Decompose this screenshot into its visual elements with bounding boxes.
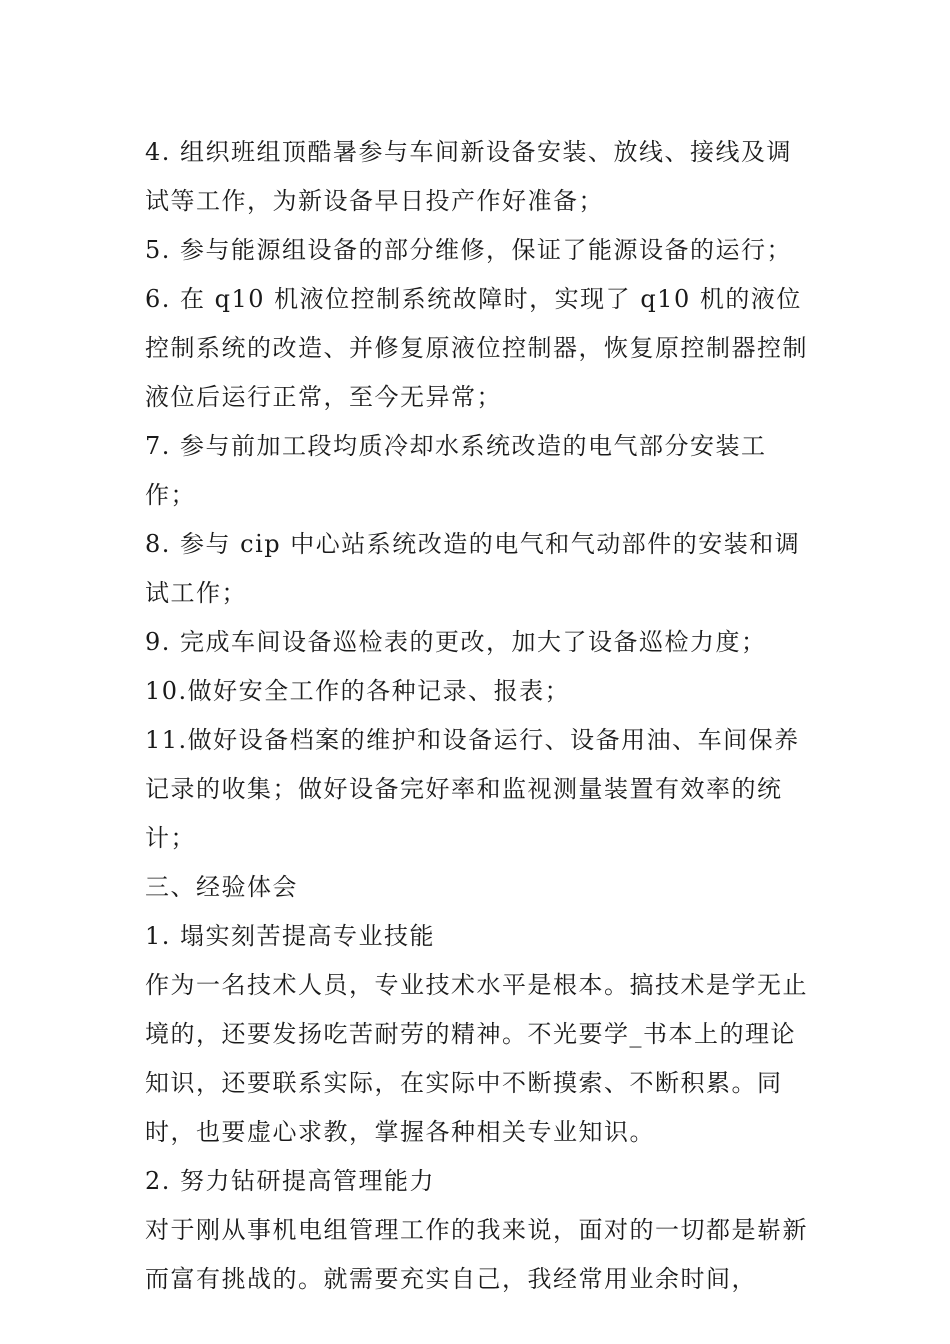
subheading-2: 2. 努力钻研提高管理能力 <box>145 1167 436 1195</box>
list-item-7: 7. 参与前加工段均质冷却水系统改造的电气部分安装工作； <box>145 432 767 509</box>
list-item-9: 9. 完成车间设备巡检表的更改，加大了设备巡检力度； <box>145 628 767 656</box>
list-item-11: 11.做好设备档案的维护和设备运行、设备用油、车间保养记录的收集；做好设备完好率和监视测量装置有效率的统计； <box>145 726 800 852</box>
list-item-5: 5. 参与能源组设备的部分维修，保证了能源设备的运行； <box>145 236 793 264</box>
document-body <box>145 128 810 1304</box>
list-item-6: 6. 在 q10 机液位控制系统故障时，实现了 q10 机的液位控制系统的改造、并修复原液位控制器，恢复原控制器控制液位后运行正常，至今无异常； <box>145 285 808 411</box>
list-item-10: 10.做好安全工作的各种记录、报表； <box>145 677 571 705</box>
section-heading: 三、经验体会 <box>145 873 298 901</box>
list-item-8: 8. 参与 cip 中心站系统改造的电气和气动部件的安装和调试工作； <box>145 530 801 607</box>
body-paragraph-1: 作为一名技术人员，专业技术水平是根本。搞技术是学无止境的，还要发扬吃苦耐劳的精神。不光要学_书本上的理论知识，还要联系实际，在实际中不断摸索、不断积累。同时，也要虚心求教，掌握各种相关专业知识。 <box>145 971 808 1146</box>
list-item-4: 4. 组织班组顶酷暑参与车间新设备安装、放线、接线及调试等工作，为新设备早日投产作好准备； <box>145 138 793 215</box>
body-paragraph-2: 对于刚从事机电组管理工作的我来说，面对的一切都是崭新而富有挑战的。就需要充实自己，我经常用业余时间， <box>145 1216 808 1293</box>
subheading-1: 1. 塌实刻苦提高专业技能 <box>145 922 436 950</box>
